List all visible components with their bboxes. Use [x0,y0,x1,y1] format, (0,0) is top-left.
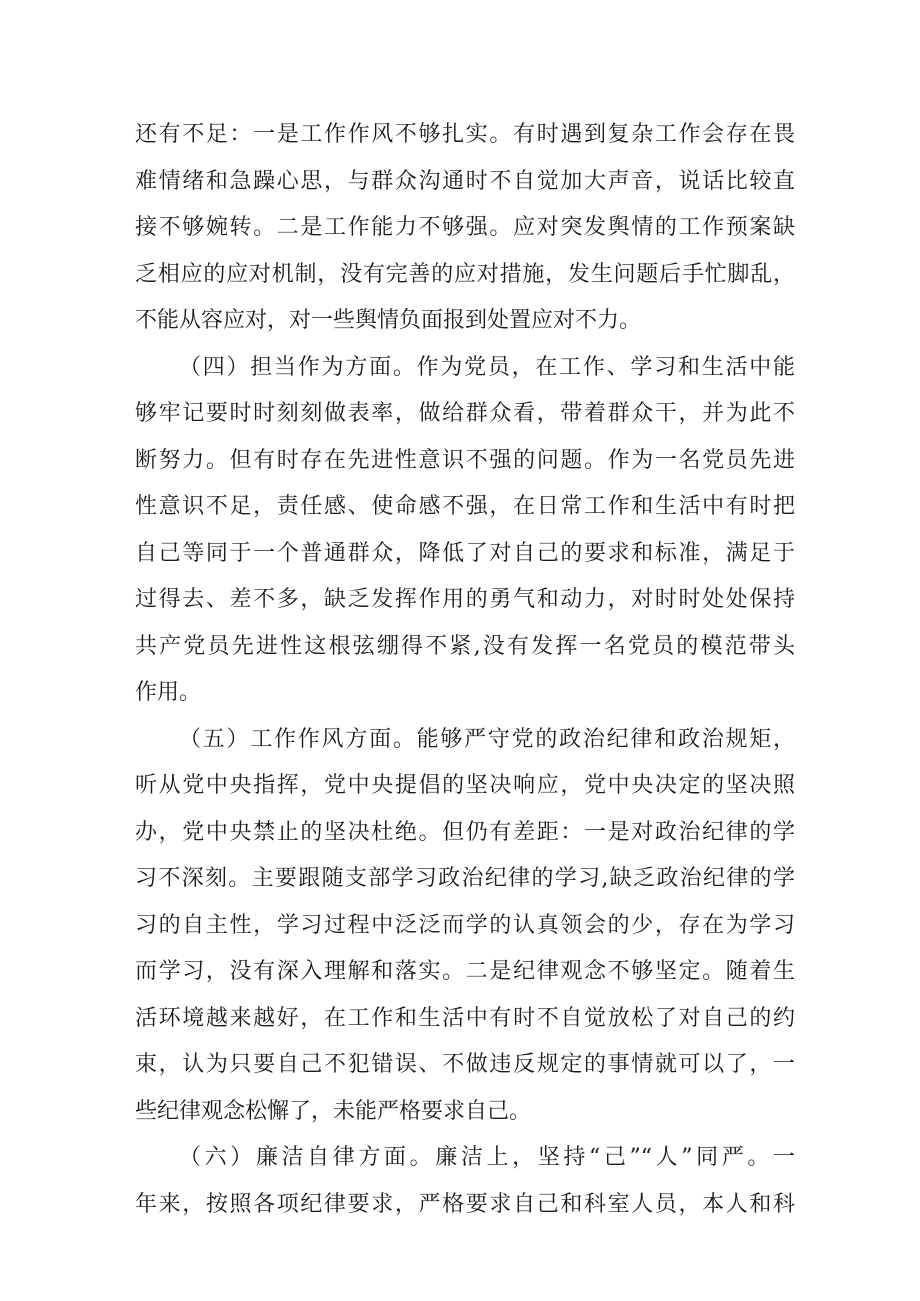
body-text [135,112,795,1228]
text-line: 断努力。但有时存在先进性意识不强的问题。作为一名党员先进 [135,447,795,473]
text-line: 而学习，没有深入理解和落实。二是纪律观念不够坚定。随着生 [135,959,795,984]
text-line: 办，党中央禁止的坚决杜绝。但仍有差距：一是对政治纪律的学 [135,819,795,845]
text-line: 共产党员先进性这根弦绷得不紧,没有发挥一名党员的模范带头 [135,633,795,659]
text-line: 不能从容应对，对一些舆情负面报到处置应对不力。 [135,308,642,333]
section-heading-line: （六）廉洁自律方面。廉洁上，坚持“己”“人”同严。一 [179,1145,795,1170]
text-line: 习的自主性，学习过程中泛泛而学的认真领会的少，存在为学习 [135,912,795,938]
text-line: 过得去、差不多，缺乏发挥作用的勇气和动力，对时时处处保持 [135,587,795,612]
text-line: 接不够婉转。二是工作能力不够强。应对突发舆情的工作预案缺 [135,215,795,240]
section-heading-line: （五）工作作风方面。能够严守党的政治纪律和政治规矩， [179,726,795,752]
text-line: 够牢记要时时刻刻做表率，做给群众看，带着群众干，并为此不 [135,401,795,426]
text-line: 束，认为只要自己不犯错误、不做违反规定的事情就可以了，一 [135,1052,795,1077]
text-line: 难情绪和急躁心思，与群众沟通时不自觉加大声音，说话比较直 [135,168,795,194]
text-line: 年来，按照各项纪律要求，严格要求自己和科室人员，本人和科 [135,1191,795,1217]
text-line: 活环境越来越好，在工作和生活中有时不自觉放松了对自己的约 [135,1005,795,1031]
text-line: 些纪律观念松懈了，未能严格要求自己。 [135,1098,532,1124]
text-line: 还有不足：一是工作作风不够扎实。有时遇到复杂工作会存在畏 [135,122,795,147]
text-line: 自己等同于一个普通群众，降低了对自己的要求和标准，满足于 [135,540,795,566]
text-line: 听从党中央指挥，党中央提倡的坚决响应，党中央决定的坚决照 [135,773,795,798]
text-line: 习不深刻。主要跟随支部学习政治纪律的学习,缺乏政治纪律的学 [135,866,795,891]
text-line: 作用。 [135,680,202,705]
text-line: 乏相应的应对机制，没有完善的应对措施，发生问题后手忙脚乱， [135,261,795,287]
section-heading-line: （四）担当作为方面。作为党员，在工作、学习和生活中能 [179,354,795,380]
text-line: 性意识不足，责任感、使命感不强，在日常工作和生活中有时把 [135,494,795,519]
